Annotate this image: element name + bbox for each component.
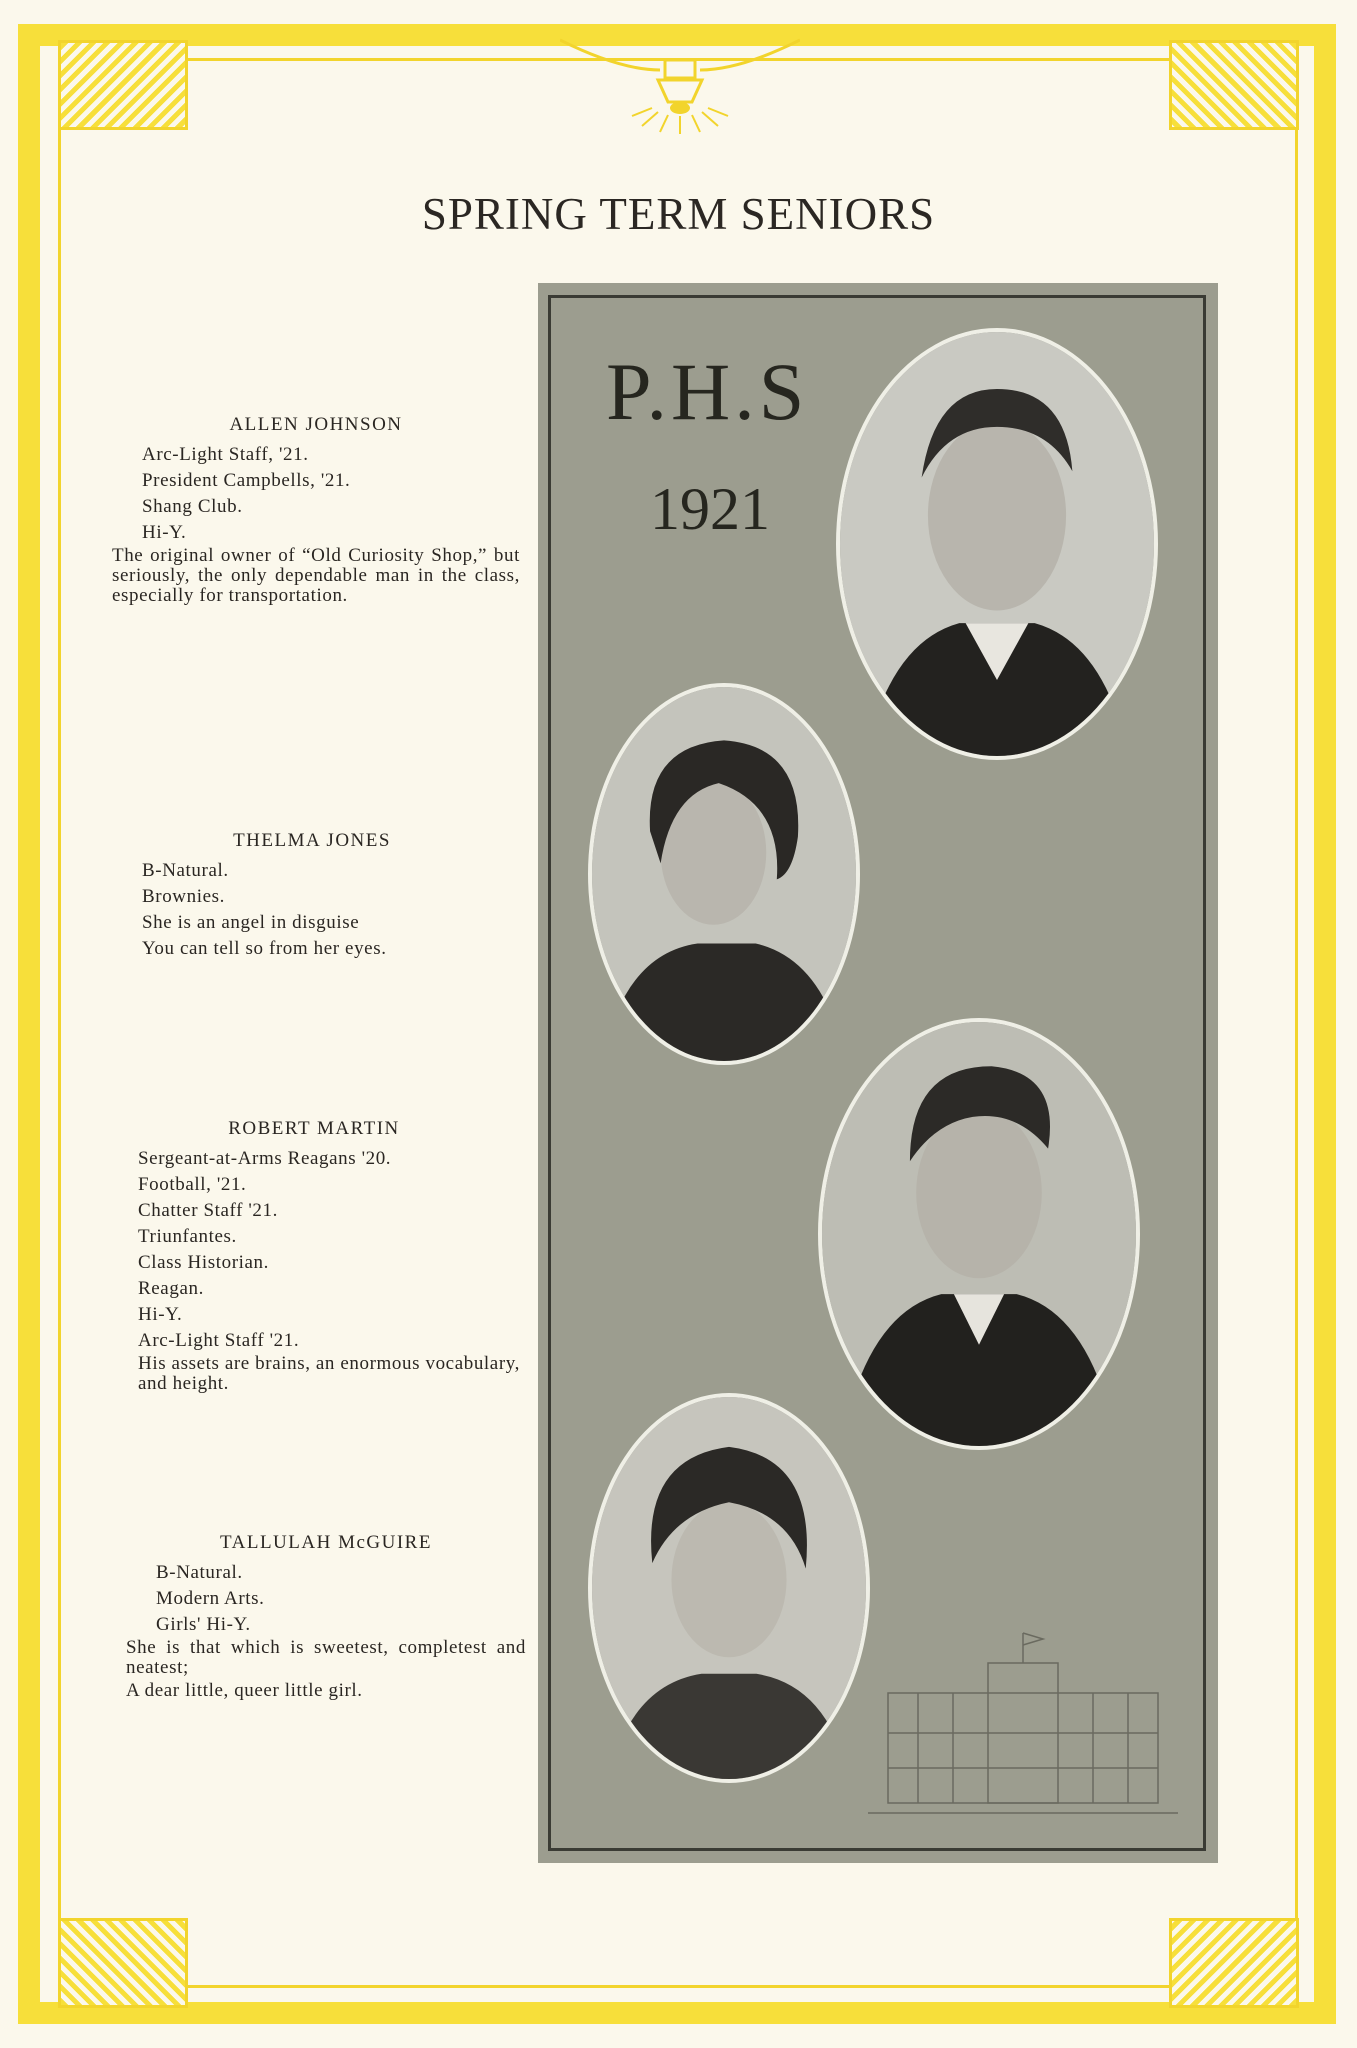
photo-panel — [538, 283, 1218, 1863]
senior-activity: B-Natural. — [142, 860, 229, 881]
senior-entry-allen-johnson — [112, 412, 520, 606]
senior-activity: Class Historian. — [138, 1252, 269, 1273]
senior-activity: Football, '21. — [138, 1174, 247, 1195]
senior-entry-thelma-jones — [112, 828, 512, 962]
senior-activity: Hi-Y. — [138, 1304, 183, 1325]
senior-activity: Girls' Hi-Y. — [156, 1614, 251, 1635]
senior-activity: B-Natural. — [156, 1562, 243, 1583]
senior-name: TALLULAH McGUIRE — [220, 1532, 432, 1553]
senior-activity: She is an angel in disguise — [142, 912, 360, 933]
senior-description: The original owner of “Old Curiosity Shop,” but seriously, the only dependable man in the class, especially for transportation. — [112, 545, 520, 606]
senior-name: ALLEN JOHNSON — [229, 414, 403, 435]
senior-activity: Triunfantes. — [138, 1226, 237, 1247]
frame-corner-bottom-right — [1169, 1918, 1299, 2008]
frame-corner-top-right — [1169, 40, 1299, 130]
senior-activity: Reagan. — [138, 1278, 204, 1299]
senior-entry-tallulah-mcguire — [126, 1530, 526, 1704]
senior-activity: Brownies. — [142, 886, 225, 907]
senior-description: His assets are brains, an enormous vocabulary, and height. — [138, 1353, 520, 1394]
senior-activity: Chatter Staff '21. — [138, 1200, 278, 1221]
panel-year: 1921 — [650, 476, 770, 542]
senior-activity: Arc-Light Staff, '21. — [142, 444, 309, 465]
senior-activity: Modern Arts. — [156, 1588, 265, 1609]
senior-description-line2: A dear little, queer little girl. — [126, 1680, 363, 1701]
senior-description: She is that which is sweetest, completest and neatest; — [126, 1637, 526, 1678]
senior-activity: President Campbells, '21. — [142, 470, 351, 491]
senior-name: ROBERT MARTIN — [228, 1118, 400, 1139]
school-building-icon — [868, 1623, 1178, 1823]
senior-activity: Arc-Light Staff '21. — [138, 1330, 300, 1351]
senior-name: THELMA JONES — [233, 830, 391, 851]
senior-activity: Shang Club. — [142, 496, 243, 517]
portrait-allen-johnson — [836, 328, 1158, 760]
page-title: SPRING TERM SENIORS — [421, 189, 936, 239]
frame-corner-bottom-left — [58, 1918, 188, 2008]
senior-activity: Hi-Y. — [142, 522, 187, 543]
senior-activity: You can tell so from her eyes. — [142, 938, 387, 959]
portrait-tallulah-mcguire — [588, 1393, 870, 1783]
portrait-robert-martin — [818, 1018, 1140, 1450]
senior-activity: Sergeant-at-Arms Reagans '20. — [138, 1148, 392, 1169]
frame-corner-top-left — [58, 40, 188, 130]
school-initials: P.H.S — [606, 346, 809, 437]
portrait-thelma-jones — [588, 683, 860, 1065]
lamp-icon — [560, 30, 800, 140]
senior-entry-robert-martin — [108, 1116, 520, 1394]
